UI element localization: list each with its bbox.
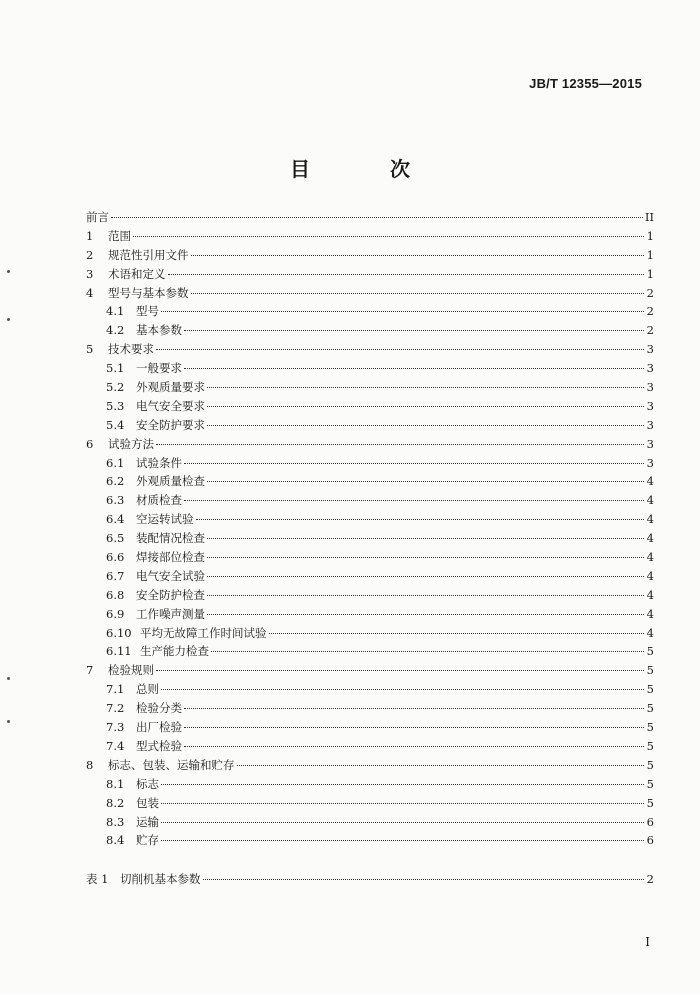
scan-artifact-dot	[7, 270, 10, 273]
toc-entry[interactable]	[86, 813, 654, 832]
toc-entry[interactable]	[86, 699, 654, 718]
toc-entry-label: 材质检查	[136, 493, 182, 508]
toc-entry-number: 5	[86, 342, 94, 357]
toc-entry-page: 5	[646, 738, 654, 753]
toc-entry[interactable]	[86, 227, 654, 246]
toc-entry[interactable]	[86, 510, 654, 529]
toc-entry-page: 5	[646, 757, 654, 772]
toc-entry-page: 5	[646, 663, 654, 678]
toc-entry-number: 3	[86, 266, 94, 281]
toc-entry-number: 2	[86, 247, 94, 262]
toc-entry-number: 6.9	[106, 606, 125, 621]
toc-leader-dots	[156, 443, 644, 445]
toc-entry-page: 4	[646, 531, 654, 546]
toc-entry[interactable]	[86, 529, 654, 548]
toc-entry[interactable]	[86, 775, 654, 794]
toc-leader-dots	[191, 292, 645, 294]
toc-leader-dots	[161, 783, 644, 785]
toc-leader-dots	[207, 537, 644, 539]
toc-entry-page: 2	[646, 285, 654, 300]
toc-entry-label: 试验方法	[108, 436, 154, 451]
toc-entry-number: 5.3	[106, 398, 125, 413]
toc-entry-label: 运输	[136, 814, 159, 829]
toc-entry-page: 4	[646, 568, 654, 583]
toc-entry[interactable]	[86, 246, 654, 265]
toc-entry-page: 4	[646, 493, 654, 508]
toc-leader-dots	[161, 821, 644, 823]
standard-number: JB/T 12355—2015	[529, 76, 642, 91]
toc-leader-dots	[207, 575, 644, 577]
toc-entry-label: 生产能力检查	[140, 644, 209, 659]
toc-entry-label: 焊接部位检查	[136, 550, 205, 565]
toc-entry-label: 外观质量检查	[136, 474, 205, 489]
toc-entry-page: 4	[646, 606, 654, 621]
toc-entry-page: 1	[646, 228, 654, 243]
toc-entry-label: 安全防护检查	[136, 587, 205, 602]
toc-leader-dots	[207, 594, 644, 596]
toc-entry-number: 6.3	[106, 493, 125, 508]
toc-entry-number: 1	[86, 228, 94, 243]
toc-entry[interactable]	[86, 794, 654, 813]
toc-entry-page: 5	[646, 682, 654, 697]
toc-entry-page: 5	[646, 720, 654, 735]
toc-entry-page: 3	[646, 361, 654, 376]
toc-entry-page: 3	[646, 380, 654, 395]
toc-leader-dots	[156, 669, 644, 671]
toc-entry-label: 型号与基本参数	[108, 285, 189, 300]
toc-leader-dots	[161, 802, 644, 804]
toc-leader-dots	[207, 556, 644, 558]
toc-entry-label: 包装	[136, 795, 159, 810]
toc-entry-page: 3	[646, 436, 654, 451]
toc-entry-page: 6	[646, 833, 654, 848]
toc-entry-label: 总则	[136, 682, 159, 697]
toc-entry-label: 电气安全要求	[136, 398, 205, 413]
toc-entry-label: 装配情况检查	[136, 531, 205, 546]
toc-entry[interactable]	[86, 265, 654, 284]
toc-entry-page: 6	[646, 814, 654, 829]
toc-entry-label: 型式检验	[136, 738, 182, 753]
toc-entry[interactable]	[86, 567, 654, 586]
toc-leader-dots	[207, 480, 644, 482]
toc-entry-label: 试验条件	[136, 455, 182, 470]
toc-entry-number: 7	[86, 663, 94, 678]
toc-leader-dots	[184, 462, 644, 464]
toc-leader-dots	[161, 310, 644, 312]
table-of-contents	[86, 208, 654, 889]
toc-entry[interactable]	[86, 454, 654, 473]
toc-entry-label: 工作噪声测量	[136, 606, 205, 621]
toc-leader-dots	[184, 707, 644, 709]
toc-entry[interactable]	[86, 416, 654, 435]
toc-entry[interactable]	[86, 208, 654, 227]
toc-entry-number: 6	[86, 436, 94, 451]
toc-entry-label: 标志	[136, 776, 159, 791]
toc-leader-dots	[207, 386, 644, 388]
toc-entry-number: 7.2	[106, 701, 125, 716]
toc-leader-dots	[207, 613, 644, 615]
toc-entry-number: 6.1	[106, 455, 125, 470]
toc-entry-number: 7.1	[106, 682, 125, 697]
toc-entry[interactable]	[86, 831, 654, 850]
toc-entry[interactable]	[86, 340, 654, 359]
toc-entry-number: 6.4	[106, 512, 125, 527]
scan-artifact-dot	[7, 720, 10, 723]
toc-leader-dots	[133, 235, 644, 237]
toc-entry-number: 6.7	[106, 568, 125, 583]
toc-leader-dots	[184, 329, 644, 331]
toc-entry-page: II	[644, 210, 654, 224]
toc-entry[interactable]	[86, 586, 654, 605]
toc-entry[interactable]	[86, 321, 654, 340]
toc-entry-page: 4	[646, 474, 654, 489]
toc-entry-label: 技术要求	[108, 342, 154, 357]
toc-entry-page: 3	[646, 398, 654, 413]
toc-leader-dots	[207, 405, 644, 407]
toc-entry-page: 5	[646, 795, 654, 810]
toc-entry-label: 一般要求	[136, 361, 182, 376]
toc-entry[interactable]	[86, 737, 654, 756]
toc-entry[interactable]	[86, 284, 654, 303]
toc-entry-number: 7.3	[106, 720, 125, 735]
toc-leader-dots	[161, 688, 644, 690]
toc-entry-page: 3	[646, 342, 654, 357]
toc-leader-dots	[161, 839, 644, 841]
scan-artifact-dot	[7, 318, 10, 321]
toc-entry-number: 8.1	[106, 776, 125, 791]
toc-entry-number: 5.1	[106, 361, 125, 376]
toc-leader-dots	[184, 367, 644, 369]
toc-entry-number: 6.2	[106, 474, 125, 489]
toc-leader-dots	[196, 518, 645, 520]
toc-entry-page: 4	[646, 550, 654, 565]
toc-entry-number: 6.8	[106, 587, 125, 602]
toc-entry-label: 术语和定义	[108, 266, 166, 281]
toc-entry[interactable]	[86, 642, 654, 661]
toc-entry[interactable]	[86, 624, 654, 643]
toc-leader-dots	[211, 650, 644, 652]
toc-entry[interactable]	[86, 378, 654, 397]
toc-entry-number: 8.4	[106, 833, 125, 848]
toc-leader-dots	[237, 764, 645, 766]
toc-entry-number: 表 1	[86, 872, 109, 887]
toc-entry-page: 3	[646, 417, 654, 432]
toc-leader-dots	[184, 745, 644, 747]
toc-entry[interactable]	[86, 548, 654, 567]
toc-entry-number: 6.5	[106, 531, 125, 546]
toc-entry-page: 2	[646, 304, 654, 319]
toc-entry-number: 5.4	[106, 417, 125, 432]
toc-entry[interactable]	[86, 680, 654, 699]
toc-entry-label: 贮存	[136, 833, 159, 848]
toc-table-entry[interactable]	[86, 870, 654, 889]
toc-entry-label: 标志、包装、运输和贮存	[108, 757, 235, 772]
toc-entry-page: 3	[646, 455, 654, 470]
toc-entry-number: 8.2	[106, 795, 125, 810]
toc-entry-page: 5	[646, 701, 654, 716]
toc-entry[interactable]	[86, 756, 654, 775]
toc-entry-label: 切削机基本参数	[120, 872, 201, 887]
toc-entry[interactable]	[86, 661, 654, 680]
toc-entry-page: 2	[646, 323, 654, 338]
toc-entry-number: 8.3	[106, 814, 125, 829]
toc-entry-page: 5	[646, 776, 654, 791]
toc-leader-dots	[184, 499, 644, 501]
toc-entry[interactable]	[86, 359, 654, 378]
toc-entry-label: 平均无故障工作时间试验	[140, 625, 267, 640]
toc-leader-dots	[203, 878, 645, 880]
toc-leader-dots	[207, 424, 644, 426]
toc-entry-label: 范围	[108, 228, 131, 243]
toc-entry-label: 型号	[136, 304, 159, 319]
toc-entry-page: 4	[646, 625, 654, 640]
toc-leader-dots	[168, 273, 645, 275]
toc-entry[interactable]	[86, 491, 654, 510]
toc-leader-dots	[111, 216, 643, 218]
toc-leader-dots	[184, 726, 644, 728]
toc-entry-label: 前言	[86, 210, 109, 224]
toc-entry[interactable]	[86, 302, 654, 321]
toc-entry[interactable]	[86, 718, 654, 737]
toc-entry[interactable]	[86, 397, 654, 416]
toc-entry-number: 8	[86, 757, 94, 772]
toc-entry-number: 7.4	[106, 738, 125, 753]
toc-entry-label: 检验分类	[136, 701, 182, 716]
toc-entry-number: 5.2	[106, 380, 125, 395]
toc-entry-label: 电气安全试验	[136, 568, 205, 583]
toc-entry-number: 6.11	[106, 644, 132, 659]
toc-entry-number: 4	[86, 285, 94, 300]
toc-entry-number: 6.6	[106, 550, 125, 565]
toc-entry[interactable]	[86, 435, 654, 454]
toc-entry[interactable]	[86, 605, 654, 624]
scan-artifact-dot	[7, 677, 10, 680]
toc-entry-number: 4.2	[106, 323, 125, 338]
toc-entry-page: 2	[646, 872, 654, 887]
toc-entry-label: 出厂检验	[136, 720, 182, 735]
toc-entry-page: 4	[646, 512, 654, 527]
toc-entry-page: 1	[646, 266, 654, 281]
toc-entry-number: 6.10	[106, 625, 132, 640]
toc-entry-label: 基本参数	[136, 323, 182, 338]
toc-leader-dots	[156, 348, 644, 350]
toc-leader-dots	[269, 632, 645, 634]
toc-entry-label: 规范性引用文件	[108, 247, 189, 262]
toc-entry-page: 4	[646, 587, 654, 602]
toc-entry-number: 4.1	[106, 304, 125, 319]
toc-entry-label: 安全防护要求	[136, 417, 205, 432]
toc-leader-dots	[191, 254, 645, 256]
toc-entry-label: 空运转试验	[136, 512, 194, 527]
toc-entry-label: 外观质量要求	[136, 380, 205, 395]
toc-entry-page: 1	[646, 247, 654, 262]
page-number: I	[645, 935, 650, 949]
toc-entry-page: 5	[646, 644, 654, 659]
page-title: 目 次	[290, 157, 440, 181]
toc-entry[interactable]	[86, 472, 654, 491]
toc-entry-label: 检验规则	[108, 663, 154, 678]
